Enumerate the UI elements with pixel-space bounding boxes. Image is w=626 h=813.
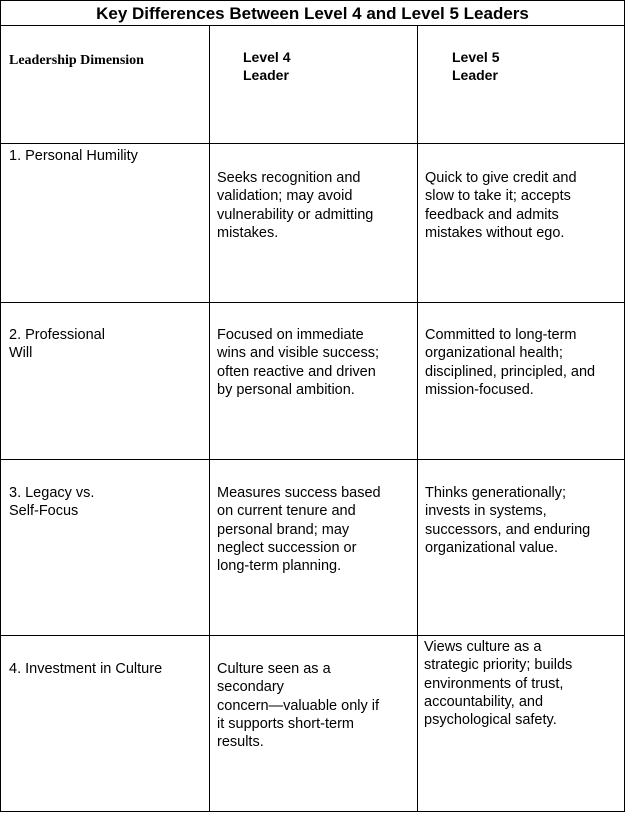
row-4-level-5: Views culture as a strategic priority; builds environments of trust, accountability, and psychological safety. bbox=[424, 639, 573, 729]
row-divider-3 bbox=[1, 459, 624, 460]
row-2-dimension: 2. Professional Will bbox=[9, 327, 105, 362]
row-1-level-4: Seeks recognition and validation; may avoid vulnerability or admitting mistakes. bbox=[217, 170, 374, 241]
row-3-level-4: Measures success based on current tenure and personal brand; may neglect succession or long-term planning. bbox=[217, 485, 381, 575]
row-divider-4 bbox=[1, 635, 624, 636]
table-title: Key Differences Between Level 4 and Level 5 Leaders bbox=[1, 1, 624, 26]
header-level-5: Level 5 Leader bbox=[452, 49, 500, 83]
row-3-level-5: Thinks generationally; invests in systems, successors, and enduring organizational value. bbox=[425, 485, 591, 556]
row-2-level-5: Committed to long-term organizational health; disciplined, principled, and mission-focused. bbox=[425, 327, 596, 398]
row-3-dimension: 3. Legacy vs. Self-Focus bbox=[9, 485, 95, 520]
row-1-dimension: 1. Personal Humility bbox=[9, 148, 138, 164]
row-divider-2 bbox=[1, 302, 624, 303]
row-4-level-4: Culture seen as a secondary concern—valuable only if it supports short-term results. bbox=[217, 661, 380, 751]
row-2-level-4: Focused on immediate wins and visible success; often reactive and driven by personal ambition. bbox=[217, 327, 379, 398]
header-leadership-dimension: Leadership Dimension bbox=[9, 53, 144, 68]
row-4-dimension: 4. Investment in Culture bbox=[9, 661, 163, 677]
row-divider-1 bbox=[1, 143, 624, 144]
row-1-level-5: Quick to give credit and slow to take it; accepts feedback and admits mistakes without ego. bbox=[425, 170, 577, 241]
header-level-4: Level 4 Leader bbox=[243, 49, 291, 83]
